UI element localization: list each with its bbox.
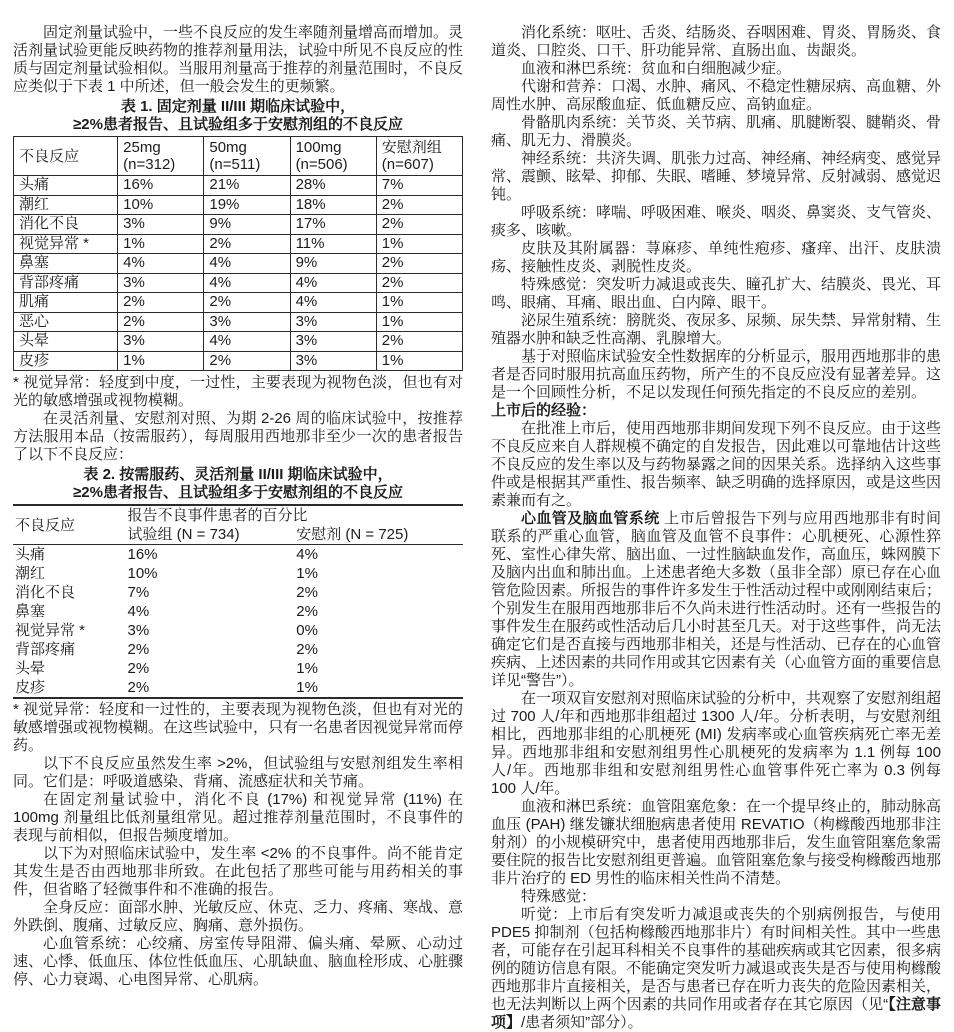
para-digestive-system: 消化系统：呕吐、舌炎、结肠炎、吞咽困难、胃炎、胃肠炎、食道炎、口腔炎、口干、肝功能异常、直肠出血、齿龈炎。 [491, 24, 942, 59]
text-cardio-cerebrovascular: 上市后曾报告下列与应用西地那非有时间联系的严重心血管，脑血管及血管不良事件：心肌梗死、心源性猝死、室性心律失常、脑出血、一过性脑缺血发作，高血压，蛛网膜下及脑内出血和肺出血。上述患者绝大多数（虽非全部）原已存在心血管危险因素。所报告的事件许多发生于性活动过程中或刚刚结束后；个别发生在服用西地那非后不久尚未进行性活动时。还有一些报告的事件发生在服药或性活动后几小时甚至几天。对于这些事件，尚无法确定它们是否直接与西地那非相关，还是与性活动、已存在的心血管疾病、上述因素的共同作用或其它因素有关（心血管方面的重要信息详见“警告”）。 [491, 510, 942, 689]
para-body-as-whole: 全身反应：面部水肿、光敏反应、休克、乏力、疼痛、寒战、意外跌倒、腹痛、过敏反应、胸痛、意外损伤。 [13, 899, 464, 934]
table-row: 潮红 10% 19% 18% 2% [14, 195, 463, 215]
table-row: 背部疼痛 2% 2% [15, 641, 318, 658]
text-precautions-bold: 【注意事项】 [491, 996, 941, 1031]
table1-header-adverse-reaction: 不良反应 [14, 137, 118, 176]
para-cardio-cerebrovascular [491, 510, 941, 690]
table-row: 头晕 3% 4% 3% 2% [14, 332, 463, 352]
table-row: 头痛 16% 4% [15, 546, 318, 563]
para-dose-dependent: 在固定剂量试验中，消化不良 (17%) 和视觉异常 (11%) 在 100mg 剂量组比低剂量组常见。超过推荐剂量范围时，不良事件的表现与前相似，但报告频度增加。 [13, 791, 463, 844]
table2-footnote: * 视觉异常：轻度和一过性的，主要表现为视物色淡，但也有对光的敏感增强或视物模糊。在这些试验中，只有一名患者因视觉异常而停药。 [13, 701, 464, 754]
text-hearing-post: /患者须知”部分）。 [521, 1014, 643, 1031]
para-musculoskeletal: 骨骼肌肉系统：关节炎、关节病、肌痛、肌腱断裂、腱鞘炎、骨痛、肌无力、滑膜炎。 [491, 114, 942, 149]
right-column [491, 24, 941, 1032]
para-antihypertensive-analysis: 基于对照临床试验安全性数据库的分析显示，服用西地那非的患者是否同时服用抗高血压药物，所产生的不良反应没有显著差异。这是一个回顾性分析，不足以发现任何预先指定的不良反应的差别。 [491, 348, 942, 401]
para-postmarketing-intro: 在批准上市后，使用西地那非期间发现下列不良反应。由于这些不良反应来自人群规模不确定的自发报告，因此难以可靠地估计这些不良反应的发生率以及与药物暴露之间的因果关系。选择纳入这些事件或是根据其严重性、报告频率、缺乏明确的选择原因，或是这些因素兼而有之。 [491, 420, 942, 509]
table1-footnote: * 视觉异常：轻度到中度，一过性，主要表现为视物色淡，但也有对光的敏感增强或视物模糊。 [13, 374, 463, 409]
table2-adverse-reactions [13, 504, 463, 699]
table2-header-row [13, 505, 463, 525]
table-row: 背部疼痛 3% 4% 4% 2% [14, 273, 463, 293]
table1-header-50mg: 50mg (n=511) [204, 137, 290, 176]
para-special-senses: 特殊感觉：突发听力减退或丧失、瞳孔扩大、结膜炎、畏光、耳鸣、眼痛、耳痛、眼出血、白内障、眼干。 [491, 276, 942, 311]
para-skin-appendages: 皮肤及其附属器：荨麻疹、单纯性疱疹、瘙痒、出汗、皮肤溃疡、接触性皮炎、剥脱性皮炎。 [491, 240, 941, 275]
table-row: 肌痛 2% 2% 4% 1% [14, 293, 463, 313]
table-row: 鼻塞 4% 4% 9% 2% [14, 254, 463, 274]
lead-cardio-cerebrovascular: 心血管及脑血管系统 [521, 510, 660, 527]
para-cardiovascular: 心血管系统：心绞痛、房室传导阻滞、偏头痛、晕厥、心动过速、心悸、低血压、体位性低血压、心肌缺血、脑血栓形成、心脏骤停、心力衰竭、心电图异常、心肌病。 [13, 935, 464, 988]
para-fixed-dose-intro: 固定剂量试验中，一些不良反应的发生率随剂量增高而增加。灵活剂量试验更能反映药物的推荐剂量用法，试验中所见不良反应的性质与固定剂量试验相似。当服用剂量高于推荐的剂量范围时，不良反应类似于下表 1 中所述，但一般会发生的更频繁。 [13, 24, 464, 95]
para-respiratory: 呼吸系统：哮喘、呼吸困难、喉炎、咽炎、鼻窦炎、支气管炎、痰多、咳嗽。 [491, 204, 942, 239]
table1-title-line2: ≥2%患者报告、且试验组多于安慰剂组的不良反应 [73, 115, 403, 133]
table2-header-placebo: 安慰剂 (N = 725) [294, 525, 463, 545]
table2-header-percent: 报告不良事件患者的百分比 [127, 507, 308, 524]
para-metabolic-nutritional: 代谢和营养：口渴、水肿、痛风、不稳定性糖尿病、高血糖、外周性水肿、高尿酸血症、低血糖反应、高钠血症。 [491, 78, 942, 113]
table-row: 恶心 2% 3% 3% 1% [14, 312, 463, 332]
table-row: 头晕 2% 1% [15, 660, 318, 677]
para-same-rate-events: 以下不良反应虽然发生率 >2%，但试验组与安慰剂组发生率相同。它们是：呼吸道感染、背痛、流感症状和关节痛。 [13, 755, 463, 790]
table-row: 皮疹 1% 2% 3% 1% [14, 351, 463, 371]
para-special-senses-heading: 特殊感觉： [521, 888, 597, 905]
table-row: 鼻塞 4% 2% [15, 603, 318, 620]
table-row: 头痛 16% 21% 28% 7% [14, 176, 463, 196]
para-double-blind-analysis: 在一项双盲安慰剂对照临床试验的分析中，共观察了安慰剂组超过 700 人/年和西地那非组超过 1300 人/年。分析表明，与安慰剂组相比，西地那非组的心肌梗死 (MI) 发病率或心血管疾病死亡率无差异。西地那非组和安慰剂组男性心肌梗死的发病率为 1.1 例每 100 人/年。西地那非组和安慰剂组男性心血管事件死亡率为 0.3 例每 100 人/年。 [491, 690, 942, 797]
table1-adverse-reactions [13, 136, 463, 371]
table2-header-trial-group: 试验组 (N = 734) [126, 525, 295, 545]
table2-title-line2: ≥2%患者报告、且试验组多于安慰剂组的不良反应 [73, 483, 403, 501]
para-rare-events-intro: 以下为对照临床试验中，发生率 <2% 的不良事件。尚不能肯定其发生是否由西地那非所致。在此包括了那些可能与用药相关的事件，但省略了轻微事件和不准确的报告。 [13, 845, 463, 898]
table1-header-placebo: 安慰剂组 (n=607) [376, 137, 462, 176]
para-vaso-occlusive-crisis: 血液和淋巴系统：血管阻塞危象：在一个提早终止的，肺动脉高血压 (PAH) 继发镰状细胞病患者使用 REVATIO（枸橼酸西地那非注射剂）的小规模研究中，患者使用西地那非后，发生血管阻塞危象需要住院的报告比安慰剂组更普遍。血管阻塞危象与接受枸橼酸西地那非片治疗的 ED 男性的临床相关性尚不清楚。 [491, 798, 942, 887]
table2-title [13, 466, 463, 501]
para-hearing [491, 906, 941, 1032]
table2-header-adverse-reaction: 不良反应 [13, 505, 126, 545]
table1-title [13, 98, 463, 133]
table-row: 视觉异常 * 3% 0% [15, 622, 318, 639]
table-row: 潮红 10% 1% [15, 565, 318, 582]
para-urogenital: 泌尿生殖系统：膀胱炎、夜尿多、尿频、尿失禁、异常射精、生殖器水肿和缺乏性高潮、乳腺增大。 [491, 312, 942, 347]
heading-postmarketing-experience: 上市后的经验： [491, 402, 597, 419]
text-hearing-pre: 听觉：上市后有突发听力减退或丧失的个别病例报告，与使用 PDE5 抑制剂（包括枸橼酸西地那非片）有时间相关性。其中一些患者，可能存在引起耳科相关不良事件的基础疾病或其它因素，很多病例的随访信息有限。不能确定突发听力减退或丧失是否与使用枸橼酸西地那非片直接相关，是否与患者已存在听力丧失的危险因素相关，也无法判断以上两个因素的共同作用或者存在其它原因（见“ [491, 906, 942, 1013]
table1-title-line1: 表 1. 固定剂量 II/III 期临床试验中， [120, 98, 356, 115]
table-row: 消化不良 7% 2% [15, 584, 318, 601]
para-flexible-dose-intro: 在灵活剂量、安慰剂对照、为期 2-26 周的临床试验中，按推荐方法服用本品（按需服药），每周服用西地那非至少一次的患者报告了以下不良反应： [13, 410, 463, 463]
para-hemic-lymphatic: 血液和淋巴系统：贫血和白细胞减少症。 [521, 60, 792, 77]
table-row: 皮疹 2% 1% [15, 679, 318, 696]
table2-title-line1: 表 2. 按需服药、灵活剂量 II/III 期临床试验中， [83, 466, 393, 483]
table1-header-25mg: 25mg (n=312) [118, 137, 204, 176]
table-row: 消化不良 3% 9% 17% 2% [14, 215, 463, 235]
table-row: 视觉异常 * 1% 2% 11% 1% [14, 234, 463, 254]
table1-header-100mg: 100mg (n=506) [290, 137, 376, 176]
table1-header-row [14, 137, 463, 176]
para-nervous-system: 神经系统：共济失调、肌张力过高、神经痛、神经病变、感觉异常、震颤、眩晕、抑郁、失眠、嗜睡、梦境异常、反射减弱、感觉迟钝。 [491, 150, 942, 203]
left-column [13, 24, 463, 1032]
